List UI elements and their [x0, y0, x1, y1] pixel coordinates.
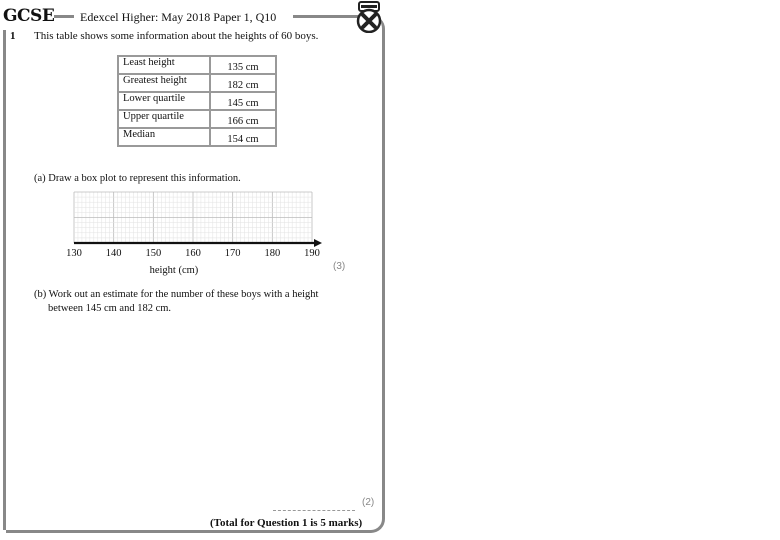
gcse-logo: GCSE	[3, 6, 55, 26]
table-value: 135 cm	[210, 56, 276, 74]
table-label: Least height	[118, 56, 210, 74]
answer-line[interactable]	[273, 510, 355, 511]
table-label: Median	[118, 128, 210, 146]
table-value: 145 cm	[210, 92, 276, 110]
table-row	[118, 92, 276, 110]
box-plot-grid[interactable]	[60, 186, 335, 276]
table-row	[118, 128, 276, 146]
x-tick-label: 130	[66, 248, 82, 259]
x-tick-label: 160	[185, 248, 201, 259]
heights-table	[117, 55, 277, 147]
part-a-instruction: (a) Draw a box plot to represent this information.	[34, 173, 241, 184]
table-value: 182 cm	[210, 74, 276, 92]
table-value: 154 cm	[210, 128, 276, 146]
part-b-line-2: between 145 cm and 182 cm.	[48, 303, 172, 314]
table-row	[118, 110, 276, 128]
question-intro: This table shows some information about the heights of 60 boys.	[34, 30, 319, 42]
table-row	[118, 74, 276, 92]
x-axis-arrow-icon	[314, 239, 322, 247]
table-value: 166 cm	[210, 110, 276, 128]
part-b-marks: (2)	[362, 497, 375, 508]
x-tick-label: 190	[304, 248, 320, 259]
part-b-line-1: (b) Work out an estimate for the number of these boys with a height	[34, 289, 319, 300]
x-axis-label: height (cm)	[149, 265, 199, 276]
question-frame-left-edge	[3, 30, 6, 530]
maths-badge-icon	[355, 1, 383, 33]
x-tick-label: 140	[105, 248, 122, 259]
x-tick-label: 170	[224, 248, 241, 259]
x-tick-label: 150	[145, 248, 162, 259]
table-label: Greatest height	[118, 74, 210, 92]
question-number: 1	[10, 30, 16, 42]
x-tick-label: 180	[264, 248, 281, 259]
total-marks: (Total for Question 1 is 5 marks)	[210, 517, 363, 529]
page-title: Edexcel Higher: May 2018 Paper 1, Q10	[80, 10, 277, 24]
table-label: Lower quartile	[118, 92, 210, 110]
table-row	[118, 56, 276, 74]
part-a-marks: (3)	[333, 261, 346, 272]
table-label: Upper quartile	[118, 110, 210, 128]
part-b-instruction	[34, 288, 354, 316]
